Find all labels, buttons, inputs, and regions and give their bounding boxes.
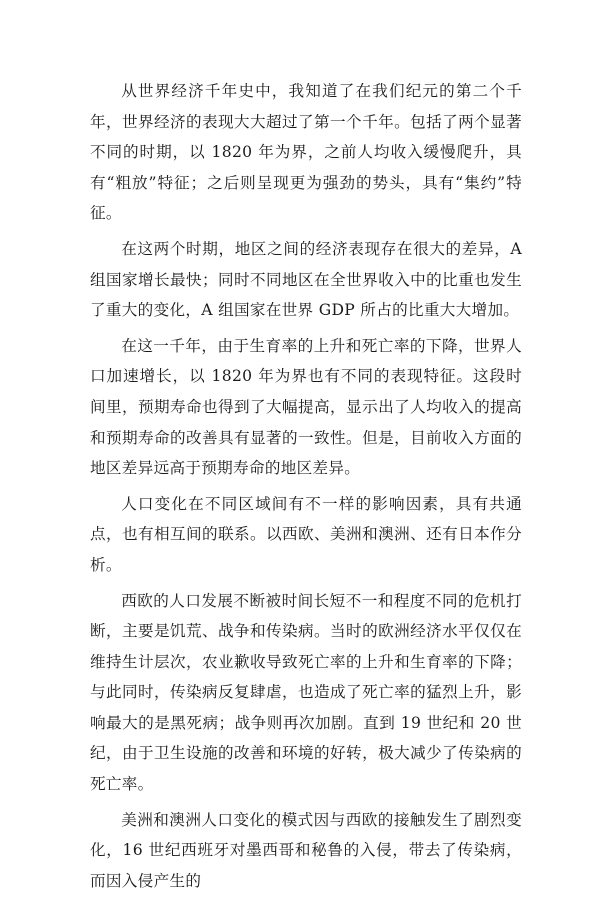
- paragraph-2: 在这两个时期，地区之间的经济表现存在很大的差异，A 组国家增长最快；同时不同地区在全世界收入中的比重也发生了重大的变化，A 组国家在世界 GDP 所占的比重大大增加。: [90, 239, 522, 320]
- paragraph-1: 从世界经济千年史中，我知道了在我们纪元的第二个千年，世界经济的表现大大超过了第一个千年。包括了两个显著不同的时期，以 1820 年为界，之前人均收入缓慢爬升，具有“粗放”特征；之后则呈现更为强劲的势头，具有“集约”特征。: [90, 82, 522, 223]
- paragraph-3: 在这一千年，由于生育率的上升和死亡率的下降，世界人口加速增长，以 1820 年为界也有不同的表现特征。这段时间里，预期寿命也得到了大幅提高，显示出了人均收入的提高和预期寿命的改善具有显著的一致性。但是，目前收入方面的地区差异远高于预期寿命的地区差异。: [90, 336, 522, 478]
- paragraph-4: 人口变化在不同区域间有不一样的影响因素，具有共通点，也有相互间的联系。以西欧、美洲和澳洲、还有日本作分析。: [90, 494, 522, 574]
- paragraph-5: 西欧的人口发展不断被时间长短不一和程度不同的危机打断，主要是饥荒、战争和传染病。当时的欧洲经济水平仅仅在维持生计层次，农业歉收导致死亡率的上升和生育率的下降；与此同时，传染病反复肆虐，也造成了死亡率的猛烈上升，影响最大的是黑死病；战争则再次加剧。直到 19 世纪和 20 世纪，由于卫生设施的改善和环境的好转，极大减少了传染病的死亡率。: [90, 591, 522, 794]
- paragraph-6: 美洲和澳洲人口变化的模式因与西欧的接触发生了剧烈变化，16 世纪西班牙对墨西哥和秘鲁的入侵，带去了传染病，而因入侵产生的: [90, 810, 522, 890]
- document-body: [90, 76, 522, 901]
